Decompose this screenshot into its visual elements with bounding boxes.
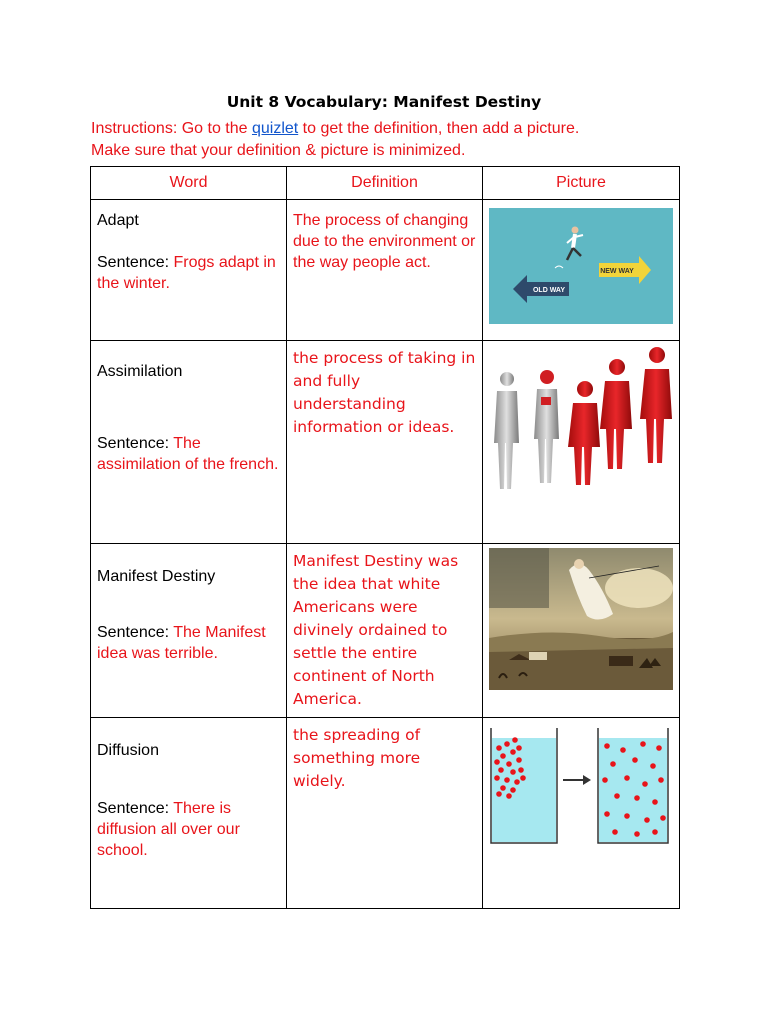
instructions-text-2: to get the definition, then add a picture. <box>298 120 580 137</box>
definition-text: Manifest Destiny was the idea that white Americans were divinely ordained to settle the entire continent of North America. <box>293 552 459 708</box>
definition-text: the spreading of something more widely. <box>293 726 421 790</box>
sentence-label: Sentence: <box>97 800 174 817</box>
table-row <box>91 200 680 341</box>
definition-cell <box>287 718 483 909</box>
table-row <box>91 341 680 544</box>
sentence <box>97 622 280 664</box>
picture-cell <box>483 341 680 544</box>
picture-cell <box>483 200 680 341</box>
instructions-text-3: Make sure that your definition & picture is minimized. <box>91 142 466 159</box>
vocabulary-table <box>90 166 680 909</box>
instructions-text-1: Instructions: Go to the <box>91 120 252 137</box>
word-cell <box>91 341 287 544</box>
sentence-label: Sentence: <box>97 624 174 641</box>
picture-cell <box>483 718 680 909</box>
sentence <box>97 798 280 861</box>
sentence-text: The assimilation of the french. <box>97 435 279 473</box>
sentence-text: The Manifest idea was terrible. <box>97 624 266 662</box>
definition-cell <box>287 200 483 341</box>
word-label: Diffusion <box>97 742 159 759</box>
word-label: Manifest Destiny <box>97 568 216 585</box>
diffusion-beakers-image <box>489 726 673 846</box>
adapt-old-way-new-way-image <box>489 208 673 324</box>
header-picture: Picture <box>483 167 680 200</box>
sentence-label: Sentence: <box>97 254 174 271</box>
definition-text: The process of changing due to the environment or the way people act. <box>293 212 476 271</box>
instructions <box>91 118 691 162</box>
sentence <box>97 252 280 294</box>
table-row <box>91 544 680 718</box>
sentence <box>97 433 280 475</box>
word-cell <box>91 200 287 341</box>
word-cell <box>91 718 287 909</box>
old-way-label: OLD WAY <box>532 287 566 294</box>
header-definition: Definition <box>287 167 483 200</box>
american-progress-painting-image <box>489 548 673 690</box>
sentence-text: There is diffusion all over our school. <box>97 800 240 859</box>
new-way-label: NEW WAY <box>600 268 634 275</box>
sentence-text: Frogs adapt in the winter. <box>97 254 276 292</box>
word-label: Assimilation <box>97 363 183 380</box>
definition-text: the process of taking in and fully understanding information or ideas. <box>293 349 476 436</box>
table-row <box>91 718 680 909</box>
sentence-label: Sentence: <box>97 435 174 452</box>
table-header-row <box>91 167 680 200</box>
quizlet-link[interactable]: quizlet <box>251 120 299 137</box>
definition-cell <box>287 341 483 544</box>
definition-cell <box>287 544 483 718</box>
assimilation-figures-image <box>489 345 673 497</box>
header-word: Word <box>91 167 287 200</box>
picture-cell <box>483 544 680 718</box>
word-cell <box>91 544 287 718</box>
word-label: Adapt <box>97 212 139 229</box>
page-title: Unit 8 Vocabulary: Manifest Destiny <box>226 93 542 111</box>
